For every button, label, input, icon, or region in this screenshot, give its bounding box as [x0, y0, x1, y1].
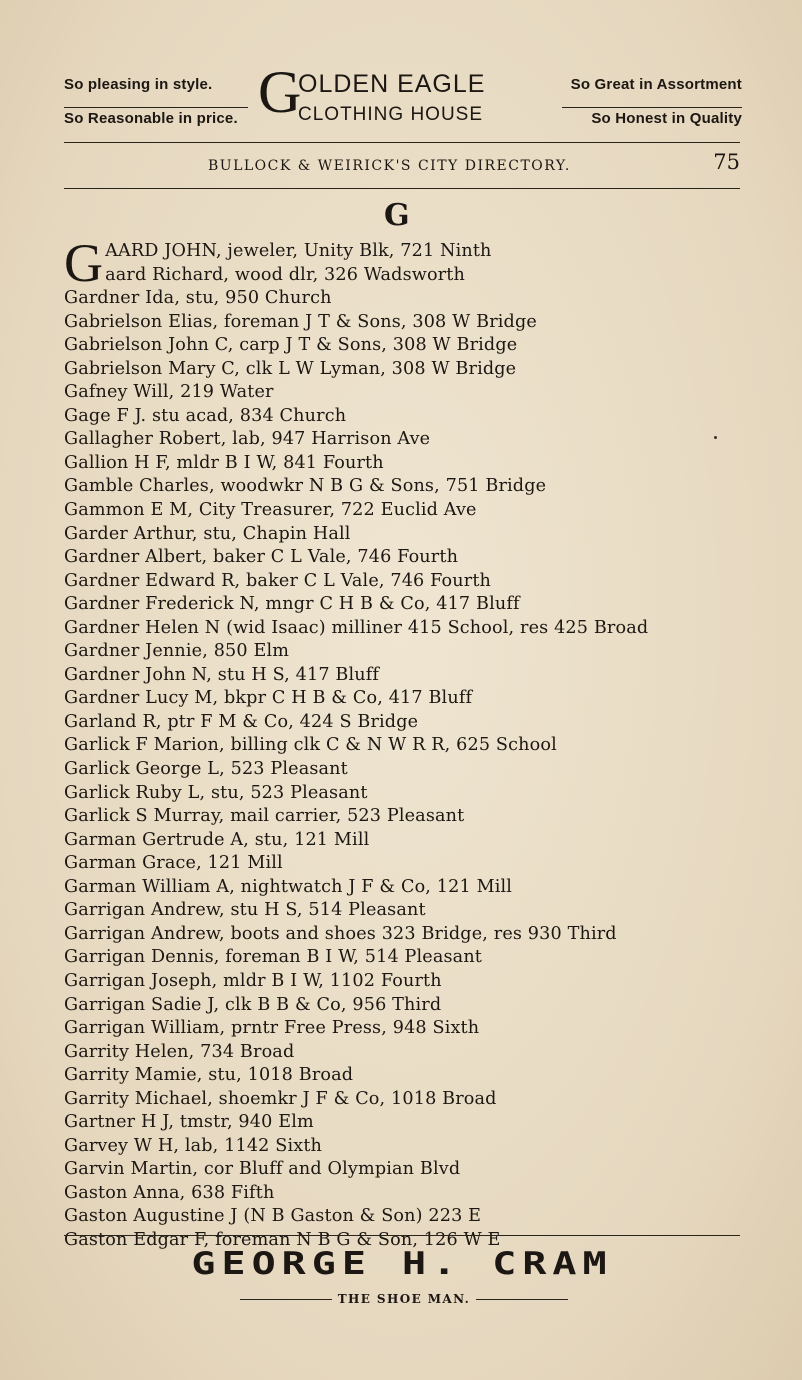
- ad-slogan-price: So Reasonable in price.: [64, 110, 238, 127]
- directory-entry: Garlick Ruby L, stu, 523 Pleasant: [64, 782, 368, 803]
- ad-slogan-quality: So Honest in Quality: [591, 110, 742, 127]
- directory-entry: Gamble Charles, woodwkr N B G & Sons, 751 Bridge: [64, 476, 547, 497]
- directory-entry: Gardner John N, stu H S, 417 Bluff: [64, 664, 380, 685]
- ad-slogan-assortment: So Great in Assortment: [562, 74, 742, 108]
- tagline-rule-right: [476, 1299, 568, 1300]
- ad-slogan-style: So pleasing in style.: [64, 74, 248, 108]
- directory-entry: Garvin Martin, cor Bluff and Olympian Blvd: [64, 1159, 461, 1180]
- directory-entry: Garrity Mamie, stu, 1018 Broad: [64, 1065, 354, 1086]
- footer-ad-name: GEORGE H. CRAM: [191, 1246, 613, 1282]
- title-divider: [64, 188, 740, 189]
- directory-entry: Garrigan Dennis, foreman B I W, 514 Pleasant: [64, 947, 483, 968]
- directory-entry: Garrity Michael, shoemkr J F & Co, 1018 Broad: [64, 1088, 497, 1109]
- header-ad-right: [562, 74, 742, 141]
- tagline-text: THE SHOE MAN.: [337, 1292, 471, 1306]
- section-letter: G: [384, 198, 410, 233]
- directory-entry: Gage F J. stu acad, 834 Church: [64, 405, 347, 426]
- directory-entry: Gardner Albert, baker C L Vale, 746 Fourth: [64, 547, 459, 568]
- directory-entries: [64, 240, 754, 1253]
- directory-entry: Gardner Jennie, 850 Elm: [64, 641, 290, 662]
- directory-entry: AARD JOHN, jeweler, Unity Blk, 721 Ninth: [105, 241, 492, 261]
- paper-speck: [714, 436, 717, 439]
- directory-entry: Gabrielson John C, carp J T & Sons, 308 W Bridge: [64, 335, 518, 356]
- golden-eagle-logo: [258, 59, 528, 126]
- first-entry-block: [64, 240, 754, 287]
- directory-entry: Garrigan Andrew, boots and shoes 323 Bridge, res 930 Third: [64, 923, 617, 944]
- directory-entry: Gabrielson Mary C, clk L W Lyman, 308 W Bridge: [64, 358, 517, 379]
- footer-divider: [64, 1235, 740, 1236]
- dropcap-letter: G: [64, 240, 104, 288]
- running-title: BULLOCK & WEIRICK'S CITY DIRECTORY.: [208, 158, 571, 174]
- directory-entry: Garrigan Andrew, stu H S, 514 Pleasant: [64, 900, 426, 921]
- directory-entry: Garvey W H, lab, 1142 Sixth: [64, 1135, 323, 1156]
- header-divider: [64, 142, 740, 143]
- directory-entry: Gardner Frederick N, mngr C H B & Co, 417 Bluff: [64, 594, 520, 615]
- directory-entry: Garrity Helen, 734 Broad: [64, 1041, 295, 1062]
- directory-entry: Gaston Augustine J (N B Gaston & Son) 223 E: [64, 1206, 482, 1227]
- directory-entry: Gallagher Robert, lab, 947 Harrison Ave: [64, 429, 431, 450]
- directory-entry: Gartner H J, tmstr, 940 Elm: [64, 1112, 314, 1133]
- directory-entry: Garlick George L, 523 Pleasant: [64, 759, 348, 780]
- directory-entry: Garman Gertrude A, stu, 121 Mill: [64, 829, 370, 850]
- tagline-rule-left: [240, 1299, 332, 1300]
- page-number: 75: [713, 150, 740, 174]
- directory-entry: Gabrielson Elias, foreman J T & Sons, 308 W Bridge: [64, 311, 537, 332]
- directory-entry: Gardner Ida, stu, 950 Church: [64, 288, 332, 309]
- directory-entry: Garman Grace, 121 Mill: [64, 853, 283, 874]
- logo-line-clothing-house: CLOTHING HOUSE: [298, 104, 484, 125]
- directory-entry: Garland R, ptr F M & Co, 424 S Bridge: [64, 711, 419, 732]
- footer-ad-tagline: [214, 1292, 594, 1306]
- directory-entry: aard Richard, wood dlr, 326 Wadsworth: [105, 264, 465, 285]
- directory-entry: Garrigan Sadie J, clk B B & Co, 956 Third: [64, 994, 442, 1015]
- directory-entry: Gaston Anna, 638 Fifth: [64, 1182, 275, 1203]
- directory-entry: Gardner Helen N (wid Isaac) milliner 415 School, res 425 Broad: [64, 617, 649, 638]
- directory-entry: Garman William A, nightwatch J F & Co, 121 Mill: [64, 876, 513, 897]
- directory-entry: Garrigan Joseph, mldr B I W, 1102 Fourth: [64, 970, 442, 991]
- directory-entry: Garder Arthur, stu, Chapin Hall: [64, 523, 351, 544]
- directory-entry: Garrigan William, prntr Free Press, 948 Sixth: [64, 1018, 480, 1039]
- directory-entry: Gallion H F, mldr B I W, 841 Fourth: [64, 452, 384, 473]
- directory-entry: Gardner Edward R, baker C L Vale, 746 Fourth: [64, 570, 492, 591]
- logo-line-golden-eagle: OLDEN EAGLE: [298, 70, 486, 98]
- directory-entry: Garlick F Marion, billing clk C & N W R R, 625 School: [64, 735, 557, 756]
- directory-entry: Gaston Edgar F, foreman N B G & Son, 126 W E: [64, 1229, 501, 1250]
- directory-entry: Gafney Will, 219 Water: [64, 382, 274, 403]
- directory-entry: Garlick S Murray, mail carrier, 523 Pleasant: [64, 806, 465, 827]
- entry-list: [64, 287, 754, 1252]
- directory-entry: Gammon E M, City Treasurer, 722 Euclid Ave: [64, 500, 477, 521]
- logo-initial: G: [258, 59, 302, 125]
- header-ad-left: [64, 74, 248, 141]
- directory-entry: Gardner Lucy M, bkpr C H B & Co, 417 Bluff: [64, 688, 473, 709]
